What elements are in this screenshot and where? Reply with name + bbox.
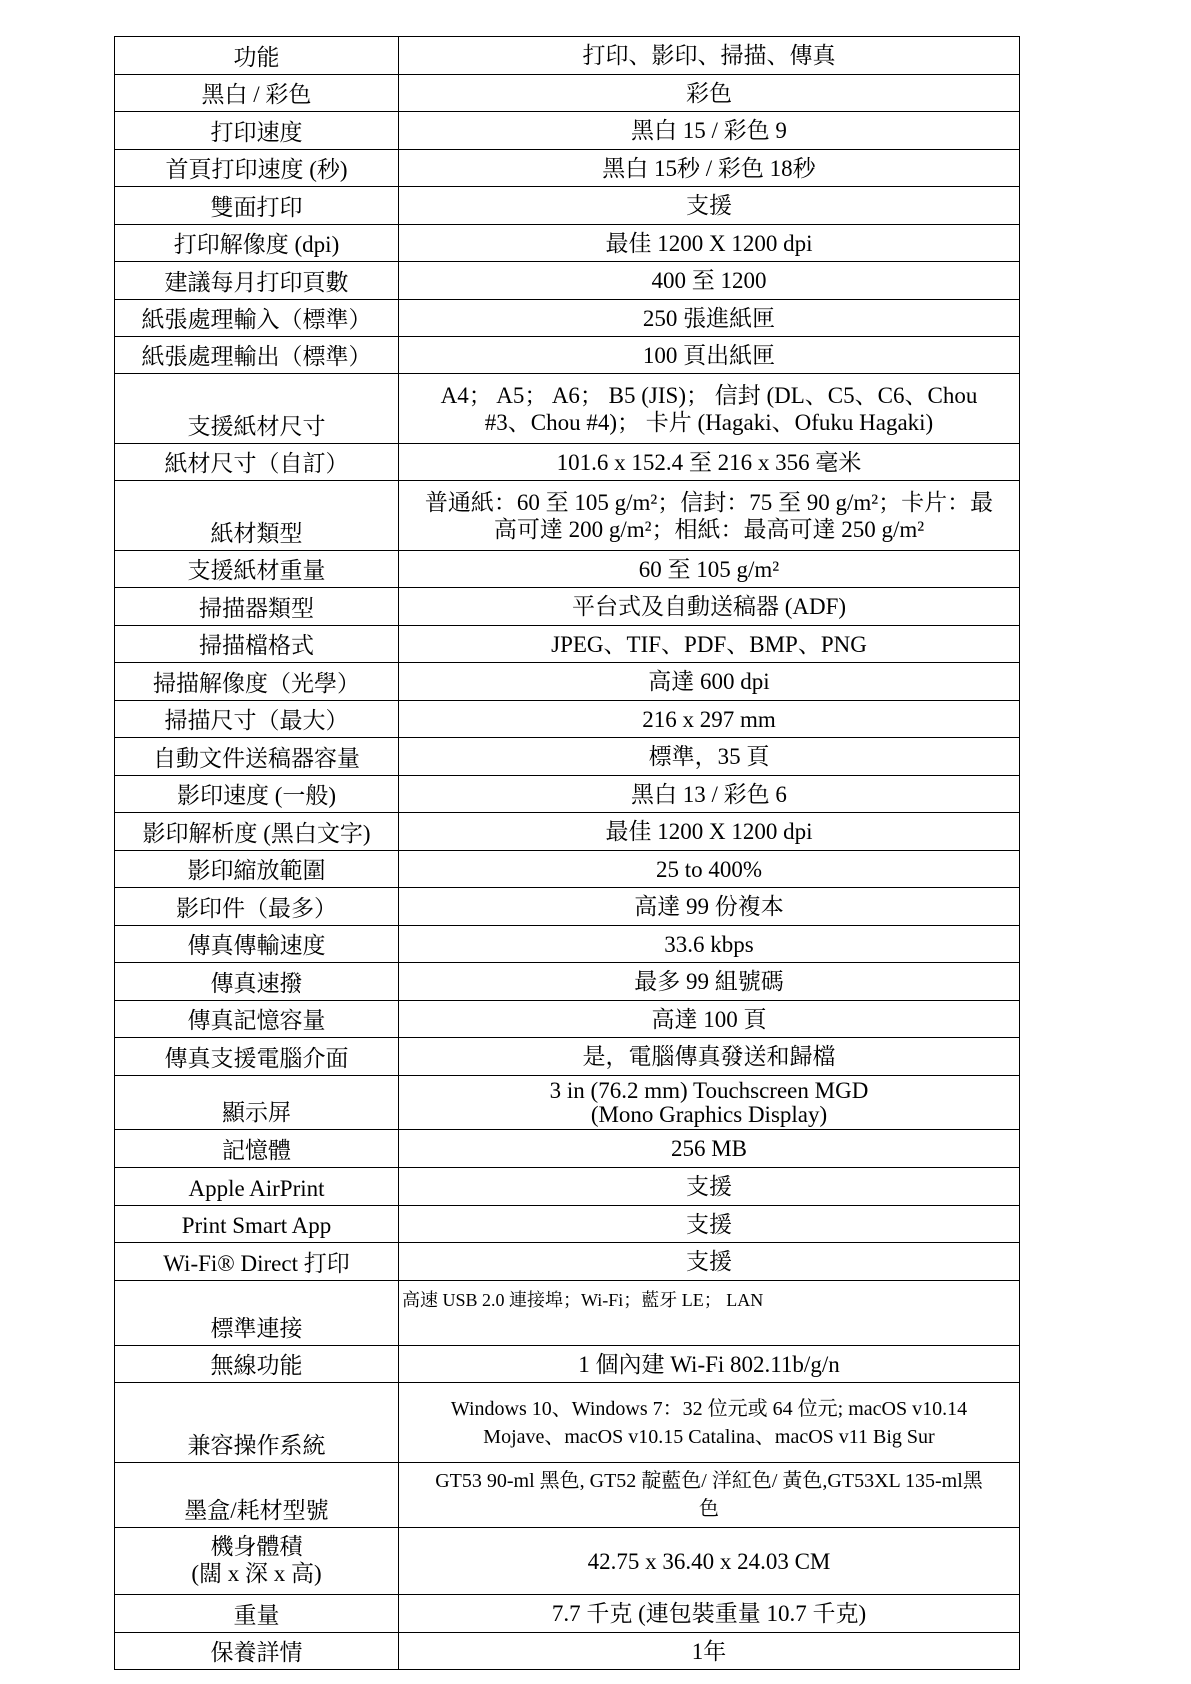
spec-row <box>115 1076 1020 1130</box>
spec-value-line: 33.6 kbps <box>664 931 754 957</box>
spec-value <box>399 1243 1020 1281</box>
spec-label-line: 建議每月打印頁數 <box>164 270 349 295</box>
spec-label-line: 掃描器類型 <box>199 596 314 621</box>
spec-value-line: JPEG、TIF、PDF、BMP、PNG <box>551 631 867 657</box>
spec-row <box>115 626 1020 663</box>
spec-row <box>115 738 1020 776</box>
spec-label-line: 重量 <box>233 1603 280 1628</box>
spec-value-line: 3 in (76.2 mm) Touchscreen MGD <box>549 1077 869 1103</box>
spec-value-line: Mojave、macOS v10.15 Catalina、macOS v11 Big Sur <box>483 1425 935 1448</box>
spec-value-line: 100 頁出紙匣 <box>642 342 776 368</box>
spec-value <box>399 1038 1020 1076</box>
spec-row <box>115 776 1020 813</box>
spec-label <box>115 37 399 75</box>
spec-value-line: 最多 99 組號碼 <box>634 969 784 994</box>
spec-value <box>399 187 1020 225</box>
spec-row <box>115 112 1020 150</box>
spec-row <box>115 813 1020 851</box>
spec-value-line: 支援 <box>686 1249 732 1274</box>
spec-value-line: 250 張進紙匣 <box>642 305 776 331</box>
spec-label <box>115 1383 399 1463</box>
spec-value <box>399 444 1020 481</box>
spec-label <box>115 701 399 738</box>
spec-value-line: 216 x 297 mm <box>642 706 776 732</box>
spec-value <box>399 776 1020 813</box>
spec-value <box>399 926 1020 963</box>
spec-value-line: 是，電腦傳真發送和歸檔 <box>582 1044 836 1069</box>
spec-label <box>115 963 399 1001</box>
spec-value <box>399 37 1020 75</box>
spec-value <box>399 963 1020 1001</box>
spec-value-line: 最佳 1200 X 1200 dpi <box>605 230 813 256</box>
spec-label <box>115 776 399 813</box>
spec-label-line: 傳真記憶容量 <box>187 1008 326 1033</box>
spec-label <box>115 374 399 444</box>
spec-label-line: 打印解像度 (dpi) <box>173 232 340 257</box>
spec-label-line: 傳真速撥 <box>210 971 303 996</box>
spec-value <box>399 738 1020 776</box>
spec-label-line: 機身體積 <box>210 1533 303 1559</box>
spec-label-line: 紙張處理輸出（標準） <box>141 344 372 369</box>
spec-label <box>115 1038 399 1076</box>
spec-label-line: 支援紙材尺寸 <box>187 414 326 439</box>
spec-value <box>399 626 1020 663</box>
spec-value-line: (Mono Graphics Display) <box>590 1101 828 1127</box>
spec-label-line: 標準連接 <box>210 1316 303 1341</box>
spec-row <box>115 1243 1020 1281</box>
spec-label <box>115 112 399 150</box>
spec-value-line: 黑白 15秒 / 彩色 18秒 <box>602 155 816 181</box>
spec-label <box>115 1206 399 1243</box>
spec-value <box>399 1595 1020 1633</box>
spec-label-line: 支援紙材重量 <box>187 558 326 583</box>
spec-label-line: 影印縮放範圍 <box>187 858 326 883</box>
spec-label <box>115 300 399 337</box>
spec-value <box>399 1076 1020 1130</box>
spec-row <box>115 1346 1020 1383</box>
spec-row <box>115 444 1020 481</box>
spec-row <box>115 75 1020 112</box>
spec-label-line: 打印速度 <box>210 120 303 145</box>
spec-label-line: 紙張處理輸入（標準） <box>141 307 372 332</box>
spec-row <box>115 1595 1020 1633</box>
spec-value-line: 256 MB <box>670 1136 748 1161</box>
spec-value <box>399 1383 1020 1463</box>
spec-label-line: Print Smart App <box>181 1213 332 1238</box>
spec-row <box>115 851 1020 888</box>
spec-value-line: 高達 100 頁 <box>651 1006 767 1032</box>
spec-value-line: 色 <box>699 1498 719 1520</box>
spec-value-line: 高速 USB 2.0 連接埠；Wi-Fi；藍牙 LE； LAN <box>402 1290 764 1310</box>
spec-value <box>399 1633 1020 1670</box>
spec-row <box>115 1463 1020 1528</box>
spec-value <box>399 1130 1020 1168</box>
spec-label <box>115 626 399 663</box>
spec-value-line: 高達 600 dpi <box>648 669 770 694</box>
spec-value <box>399 112 1020 150</box>
spec-row <box>115 1038 1020 1076</box>
spec-value-line: A4； A5； A6； B5 (JIS)； 信封 (DL、C5、C6、Chou <box>440 382 978 408</box>
spec-value <box>399 1001 1020 1038</box>
spec-row <box>115 1206 1020 1243</box>
spec-label-line: 兼容操作系統 <box>187 1433 326 1458</box>
spec-label-line: 紙材尺寸（自訂） <box>164 451 349 476</box>
spec-value <box>399 813 1020 851</box>
spec-value <box>399 1528 1020 1595</box>
spec-value <box>399 551 1020 588</box>
spec-value <box>399 701 1020 738</box>
spec-value-line: 60 至 105 g/m² <box>638 556 780 582</box>
spec-row <box>115 1001 1020 1038</box>
spec-label-line: 掃描解像度（光學） <box>153 671 360 696</box>
spec-value-line: 高可達 200 g/m²；相紙：最高可達 250 g/m² <box>493 516 925 542</box>
spec-value <box>399 225 1020 262</box>
spec-value-line: 7.7 千克 (連包裝重量 10.7 千克) <box>551 1601 867 1626</box>
spec-label-line: 功能 <box>233 45 280 70</box>
spec-value-line: Windows 10、Windows 7：32 位元或 64 位元; macOS v10.14 <box>450 1397 968 1420</box>
spec-value <box>399 1346 1020 1383</box>
spec-label <box>115 588 399 626</box>
spec-label <box>115 1346 399 1383</box>
spec-label <box>115 1168 399 1206</box>
spec-value-line: 支援 <box>686 193 732 218</box>
spec-value <box>399 374 1020 444</box>
spec-label <box>115 337 399 374</box>
spec-value-line: 最佳 1200 X 1200 dpi <box>605 819 813 844</box>
spec-label <box>115 1281 399 1346</box>
spec-row <box>115 150 1020 187</box>
spec-row <box>115 300 1020 337</box>
spec-label-line: 顯示屏 <box>222 1100 291 1125</box>
spec-value-line: 打印、影印、掃描、傳真 <box>582 43 836 68</box>
spec-value <box>399 851 1020 888</box>
spec-label-line: (闊 x 深 x 高) <box>191 1560 322 1586</box>
spec-label <box>115 1528 399 1595</box>
spec-table-body <box>115 37 1020 1670</box>
spec-value <box>399 300 1020 337</box>
spec-label-line: 首頁打印速度 (秒) <box>165 157 348 182</box>
spec-row <box>115 225 1020 262</box>
spec-label <box>115 1243 399 1281</box>
spec-row <box>115 187 1020 225</box>
spec-row <box>115 1383 1020 1463</box>
spec-value-line: 1 個內建 Wi-Fi 802.11b/g/n <box>578 1351 840 1377</box>
spec-label <box>115 1130 399 1168</box>
spec-value-line: 標準，35 頁 <box>648 744 770 769</box>
spec-value-line: 1年 <box>691 1638 727 1664</box>
spec-label <box>115 1633 399 1670</box>
spec-value-line: 支援 <box>686 1211 732 1237</box>
spec-value-line: 彩色 <box>686 80 732 106</box>
spec-label <box>115 150 399 187</box>
spec-label-line: 自動文件送稿器容量 <box>153 746 360 771</box>
spec-value-line: 黑白 15 / 彩色 9 <box>631 118 787 143</box>
spec-row <box>115 374 1020 444</box>
spec-table <box>114 36 1020 1670</box>
spec-label-line: 掃描檔格式 <box>199 633 314 658</box>
spec-label-line: 影印件（最多） <box>176 896 337 921</box>
spec-label <box>115 1595 399 1633</box>
spec-row <box>115 588 1020 626</box>
spec-row <box>115 262 1020 300</box>
spec-label <box>115 663 399 701</box>
spec-row <box>115 926 1020 963</box>
spec-label-line: 保養詳情 <box>210 1640 303 1665</box>
spec-value <box>399 150 1020 187</box>
spec-value-line: 400 至 1200 <box>651 268 767 293</box>
spec-label <box>115 1463 399 1528</box>
spec-value <box>399 663 1020 701</box>
spec-value <box>399 1206 1020 1243</box>
spec-label-line: 紙材類型 <box>210 521 303 546</box>
spec-row <box>115 1281 1020 1346</box>
spec-label-line: 傳真傳輸速度 <box>187 933 326 958</box>
spec-value-line: 42.75 x 36.40 x 24.03 CM <box>587 1548 831 1574</box>
spec-row <box>115 551 1020 588</box>
spec-label-line: Wi-Fi® Direct 打印 <box>163 1251 350 1276</box>
spec-value-line: 普通紙：60 至 105 g/m²；信封：75 至 90 g/m²；卡片：最 <box>424 489 994 515</box>
spec-label <box>115 813 399 851</box>
spec-label <box>115 187 399 225</box>
spec-value <box>399 1463 1020 1528</box>
spec-value-line: 高達 99 份複本 <box>634 894 784 919</box>
spec-label <box>115 225 399 262</box>
spec-label <box>115 926 399 963</box>
spec-value-line: 25 to 400% <box>655 856 763 882</box>
spec-label-line: 傳真支援電腦介面 <box>164 1046 349 1071</box>
spec-label <box>115 1001 399 1038</box>
spec-value <box>399 75 1020 112</box>
spec-label-line: 記憶體 <box>222 1138 291 1163</box>
spec-label-line: 墨盒/耗材型號 <box>184 1498 329 1523</box>
spec-label <box>115 738 399 776</box>
spec-label-line: Apple AirPrint <box>188 1176 325 1201</box>
spec-label <box>115 888 399 926</box>
spec-row <box>115 1168 1020 1206</box>
spec-value-line: #3、Chou #4)； 卡片 (Hagaki、Ofuku Hagaki) <box>484 409 934 435</box>
spec-row <box>115 481 1020 551</box>
spec-value <box>399 1168 1020 1206</box>
spec-value <box>399 588 1020 626</box>
spec-value <box>399 262 1020 300</box>
spec-value <box>399 337 1020 374</box>
spec-label <box>115 75 399 112</box>
spec-row <box>115 37 1020 75</box>
spec-label-line: 雙面打印 <box>210 195 303 220</box>
spec-label-line: 黑白 / 彩色 <box>201 82 312 107</box>
spec-value-line: 101.6 x 152.4 至 216 x 356 毫米 <box>556 449 862 475</box>
spec-label <box>115 1076 399 1130</box>
spec-value <box>399 888 1020 926</box>
spec-value-line: 支援 <box>686 1174 732 1199</box>
spec-label <box>115 444 399 481</box>
spec-row <box>115 337 1020 374</box>
spec-row <box>115 1528 1020 1595</box>
spec-label-line: 掃描尺寸（最大） <box>164 708 349 733</box>
spec-row <box>115 1633 1020 1670</box>
spec-row <box>115 888 1020 926</box>
spec-value <box>399 1281 1020 1346</box>
spec-row <box>115 963 1020 1001</box>
spec-label <box>115 851 399 888</box>
spec-label <box>115 481 399 551</box>
spec-value-line: 黑白 13 / 彩色 6 <box>631 781 787 807</box>
spec-value-line: 平台式及自動送稿器 (ADF) <box>571 594 847 619</box>
spec-label-line: 影印速度 (一般) <box>176 783 337 808</box>
spec-row <box>115 701 1020 738</box>
spec-label-line: 無線功能 <box>210 1353 303 1378</box>
spec-row <box>115 1130 1020 1168</box>
spec-label-line: 影印解析度 (黑白文字) <box>142 821 371 846</box>
spec-value-line: GT53 90-ml 黑色, GT52 靛藍色/ 洋紅色/ 黃色,GT53XL 135-ml黑 <box>435 1470 983 1492</box>
spec-value <box>399 481 1020 551</box>
spec-row <box>115 663 1020 701</box>
spec-label <box>115 262 399 300</box>
spec-label <box>115 551 399 588</box>
